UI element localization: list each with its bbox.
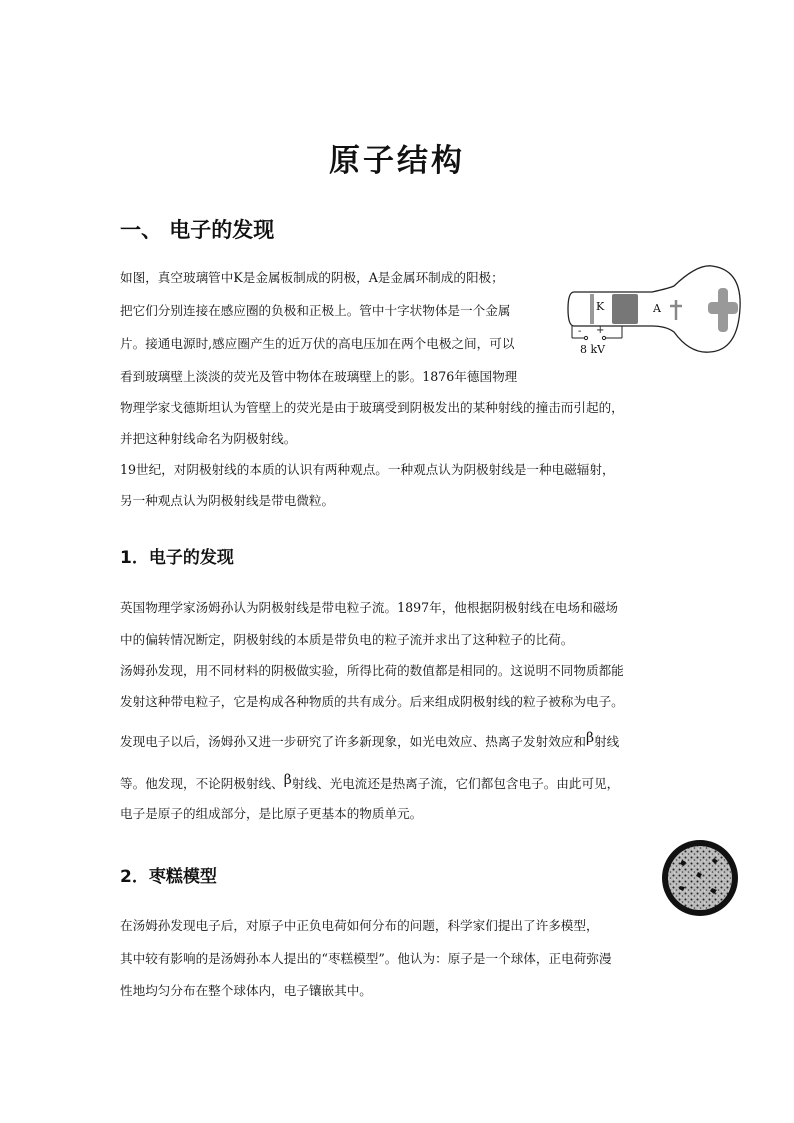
paragraph-line: 其中较有影响的是汤姆孙本人提出的“枣糕模型”。他认为：原子是一个球体，正电荷弥漫 xyxy=(120,951,612,966)
cross-object-icon xyxy=(670,300,682,320)
paragraph-line: 中的偏转情况断定，阴极射线的本质是带负电的粒子流并求出了这种粒子的比荷。 xyxy=(120,632,574,647)
subsection-heading-plum-pudding: 2．枣糕模型 xyxy=(120,867,217,887)
label-k: K xyxy=(596,300,605,313)
label-voltage: 8 kV xyxy=(580,343,606,356)
label-minus: - xyxy=(578,326,582,337)
label-a: A xyxy=(653,302,661,315)
plum-pudding-model-figure xyxy=(660,838,740,918)
text-segment: 等。他发现，不论阴极射线、 xyxy=(120,776,284,791)
paragraph-line: 发射这种带电粒子，它是构成各种物质的共有成分。后来组成阴极射线的粒子被称为电子。 xyxy=(120,694,624,709)
beta-symbol: β xyxy=(283,772,292,788)
paragraph-line: 性地均匀分布在整个球体内，电子镶嵌其中。 xyxy=(120,983,372,998)
paragraph-line xyxy=(120,772,619,792)
section-heading-discovery: 一、 电子的发现 xyxy=(120,217,275,242)
subsection-heading-electron: 1．电子的发现 xyxy=(120,548,234,568)
paragraph-line: 19世纪，对阴极射线的本质的认识有两种观点。一种观点认为阴极射线是一种电磁辐射， xyxy=(120,462,615,477)
paragraph-line: 看到玻璃壁上淡淡的荧光及管中物体在玻璃壁上的影。1876年德国物理 xyxy=(120,369,518,384)
paragraph-line: 如图，真空玻璃管中K是金属板制成的阴极，A是金属环制成的阳极； xyxy=(120,270,504,285)
text-segment: 射线、光电流还是热离子流，它们都包含电子。由此可见， xyxy=(291,776,620,791)
cathode-plate-icon xyxy=(590,294,594,324)
paragraph-line: 片。接通电源时,感应圈产生的近万伏的高电压加在两个电极之间，可以 xyxy=(120,336,515,351)
paragraph-line: 英国物理学家汤姆孙认为阴极射线是带电粒子流。1897年，他根据阴极射线在电场和磁场 xyxy=(120,600,619,615)
text-segment: 射线 xyxy=(594,734,620,749)
paragraph-line: 另一种观点认为阴极射线是带电微粒。 xyxy=(120,493,335,508)
paragraph-line: 并把这种射线命名为阴极射线。 xyxy=(120,431,297,446)
paragraph-line: 物理学家戈德斯坦认为管壁上的荧光是由于玻璃受到阴极发出的某种射线的撞击而引起的， xyxy=(120,400,624,415)
paragraph-line xyxy=(120,730,619,750)
paragraph-line: 电子是原子的组成部分，是比原子更基本的物质单元。 xyxy=(120,806,423,821)
page-title: 原子结构 xyxy=(329,143,465,179)
cross-shadow-icon xyxy=(708,288,738,332)
paragraph-line: 把它们分别连接在感应圈的负极和正极上。管中十字状物体是一个金属 xyxy=(120,303,511,318)
text-segment: 发现电子以后，汤姆孙又进一步研究了许多新现象，如光电效应、热离子发射效应和 xyxy=(120,734,586,749)
paragraph-line: 汤姆孙发现，用不同材料的阴极做实验，所得比荷的数值都是相同的。这说明不同物质都能 xyxy=(120,663,624,678)
cathode-ray-tube-figure xyxy=(562,260,744,360)
anode-ring-icon xyxy=(612,294,638,324)
label-plus: + xyxy=(596,325,605,336)
beta-symbol: β xyxy=(585,730,595,746)
paragraph-line: 在汤姆孙发现电子后，对原子中正负电荷如何分布的问题，科学家们提出了许多模型， xyxy=(120,918,599,933)
